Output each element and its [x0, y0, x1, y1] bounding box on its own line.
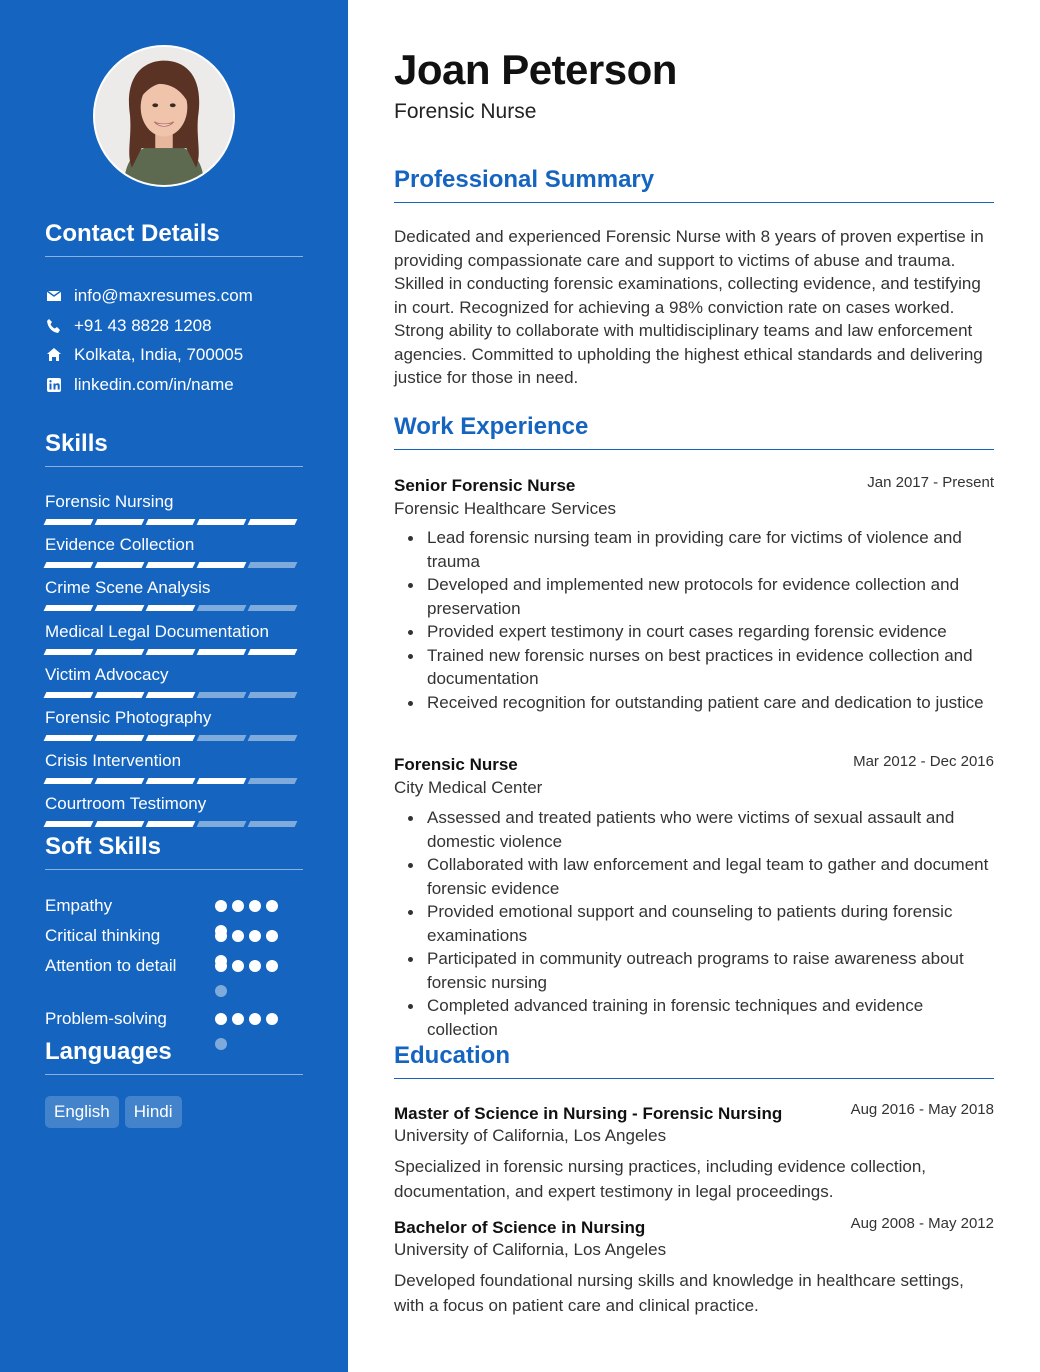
skill-item	[45, 750, 303, 784]
job-dates: Mar 2012 - Dec 2016	[853, 753, 994, 770]
skill-level-segment	[248, 692, 298, 698]
skill-level-segment	[146, 735, 196, 741]
skill-level-segment	[95, 692, 145, 698]
skill-level-segment	[44, 562, 94, 568]
contact-email-text[interactable]: info@maxresumes.com	[74, 286, 253, 305]
job-bullet: Completed advanced training in forensic techniques and evidence collection	[394, 994, 994, 1041]
skill-level-bar	[45, 649, 303, 655]
language-tag: Hindi	[125, 1096, 182, 1128]
skill-level-segment	[146, 778, 196, 784]
skill-level-segment	[146, 605, 196, 611]
contact-phone[interactable]	[45, 314, 212, 338]
degree-dates: Aug 2008 - May 2012	[850, 1215, 994, 1232]
soft-skill-rating	[215, 960, 291, 1010]
candidate-role: Forensic Nurse	[394, 100, 537, 123]
job-bullet: Provided emotional support and counseling to patients during forensic examinations	[394, 900, 994, 947]
rating-dot	[215, 960, 227, 972]
envelope-icon	[45, 287, 63, 305]
education-heading: Education	[394, 1042, 994, 1079]
skills-heading: Skills	[45, 430, 303, 467]
rating-dot	[232, 1013, 244, 1025]
soft-skill-name: Empathy	[45, 896, 113, 915]
skill-item	[45, 664, 303, 698]
skill-name: Medical Legal Documentation	[45, 621, 269, 641]
skill-level-segment	[248, 735, 298, 741]
phone-icon	[45, 317, 63, 335]
linkedin-icon	[45, 376, 63, 394]
skill-item	[45, 793, 303, 827]
skill-level-bar	[45, 821, 303, 827]
soft-skill-name: Attention to detail	[45, 956, 177, 975]
skill-level-segment	[197, 519, 247, 525]
home-icon	[45, 346, 63, 364]
skill-name: Forensic Nursing	[45, 492, 174, 511]
degree-description: Specialized in forensic nursing practices, including evidence collection, documentation, and expert testimony in legal proceedings.	[394, 1157, 927, 1201]
rating-dot	[249, 930, 261, 942]
skill-level-segment	[248, 649, 298, 655]
skill-level-bar	[45, 778, 303, 784]
skill-level-bar	[45, 605, 303, 611]
skill-level-segment	[95, 778, 145, 784]
soft-skill-name: Problem-solving	[45, 1009, 167, 1028]
skill-level-segment	[95, 649, 145, 655]
school-name: University of California, Los Angeles	[394, 1126, 667, 1145]
job-bullet: Participated in community outreach programs to raise awareness about forensic nursing	[394, 947, 994, 994]
rating-dot	[215, 930, 227, 942]
rating-dot	[266, 930, 278, 942]
contact-linkedin-text[interactable]: linkedin.com/in/name	[74, 375, 234, 394]
job-bullet: Developed and implemented new protocols for evidence collection and preservation	[394, 573, 994, 620]
skill-name: Courtroom Testimony	[45, 794, 207, 814]
soft-skill-name: Critical thinking	[45, 926, 161, 945]
skill-level-segment	[146, 562, 196, 568]
skill-name: Crime Scene Analysis	[45, 578, 211, 598]
language-tag: English	[45, 1096, 119, 1128]
skill-item	[45, 577, 303, 611]
skill-level-segment	[248, 605, 298, 611]
skill-level-segment	[146, 692, 196, 698]
job-bullet: Lead forensic nursing team in providing care for victims of violence and trauma	[394, 526, 994, 573]
contact-heading: Contact Details	[45, 220, 303, 257]
job-bullet: Assessed and treated patients who were victims of sexual assault and domestic violence	[394, 806, 994, 853]
skill-level-segment	[44, 778, 94, 784]
summary-text: Dedicated and experienced Forensic Nurse with 8 years of proven expertise in providing compassionate care and support to victims of abuse and trauma. Skilled in conducting forensic examinations, collecting evidence, and testifying in court. Recognized for achieving a 98% conviction rate on cases worked. Strong ability to collaborate with multidisciplinary teams and law enforcement agencies. Committed to upholding the highest ethical standards and delivering justice for those in need.	[394, 227, 984, 387]
skill-level-segment	[197, 735, 247, 741]
degree-description: Developed foundational nursing skills and knowledge in healthcare settings, with a focus on patient care and clinical practice.	[394, 1271, 964, 1315]
skill-level-segment	[197, 778, 247, 784]
profile-photo	[93, 45, 235, 187]
rating-dot	[249, 1013, 261, 1025]
rating-dot	[215, 900, 227, 912]
job-bullet: Received recognition for outstanding patient care and dedication to justice	[394, 691, 994, 715]
rating-dot	[249, 900, 261, 912]
skill-name: Evidence Collection	[45, 535, 195, 555]
languages-heading: Languages	[45, 1038, 303, 1075]
skill-level-segment	[95, 562, 145, 568]
skill-item	[45, 621, 303, 655]
skill-level-segment	[95, 735, 145, 741]
degree-title: Bachelor of Science in Nursing	[394, 1218, 646, 1237]
skill-name: Forensic Photography	[45, 708, 212, 727]
job-bullet: Provided expert testimony in court cases regarding forensic evidence	[394, 620, 994, 644]
skill-level-segment	[95, 821, 145, 827]
contact-location	[45, 343, 243, 367]
contact-email[interactable]	[45, 284, 253, 308]
skill-level-segment	[44, 692, 94, 698]
contact-linkedin[interactable]	[45, 373, 234, 397]
rating-dot	[215, 985, 227, 997]
skill-level-segment	[44, 821, 94, 827]
skill-name: Crisis Intervention	[45, 751, 182, 771]
rating-dot	[215, 1013, 227, 1025]
skill-level-segment	[197, 692, 247, 698]
rating-dot	[232, 960, 244, 972]
job-org: City Medical Center	[394, 778, 543, 797]
skill-level-bar	[45, 692, 303, 698]
candidate-name: Joan Peterson	[394, 46, 677, 93]
sidebar	[0, 0, 348, 1372]
skill-item	[45, 534, 303, 568]
degree-dates: Aug 2016 - May 2018	[850, 1101, 994, 1118]
skill-level-segment	[44, 735, 94, 741]
job-title: Senior Forensic Nurse	[394, 476, 576, 495]
experience-heading: Work Experience	[394, 413, 994, 450]
school-name: University of California, Los Angeles	[394, 1240, 667, 1259]
degree-title: Master of Science in Nursing - Forensic Nursing	[394, 1104, 783, 1123]
skill-item	[45, 707, 303, 741]
skill-level-segment	[197, 605, 247, 611]
soft-skills-heading: Soft Skills	[45, 833, 303, 870]
rating-dot	[249, 960, 261, 972]
job-bullet: Trained new forensic nurses on best practices in evidence collection and documentation	[394, 644, 994, 691]
portrait-image	[95, 47, 233, 185]
rating-dot	[266, 960, 278, 972]
job-bullets	[394, 526, 994, 714]
skill-level-segment	[44, 605, 94, 611]
summary-heading: Professional Summary	[394, 166, 994, 203]
contact-phone-text[interactable]: +91 43 8828 1208	[74, 316, 212, 335]
skill-level-bar	[45, 562, 303, 568]
skill-level-segment	[197, 649, 247, 655]
skill-name: Victim Advocacy	[45, 664, 169, 684]
job-bullets	[394, 806, 994, 1041]
skill-level-segment	[248, 778, 298, 784]
skill-level-segment	[44, 649, 94, 655]
skill-level-segment	[248, 562, 298, 568]
skill-level-segment	[197, 562, 247, 568]
rating-dot	[266, 1013, 278, 1025]
job-bullet: Collaborated with law enforcement and legal team to gather and document forensic evidence	[394, 853, 994, 900]
rating-dot	[232, 900, 244, 912]
job-org: Forensic Healthcare Services	[394, 499, 617, 518]
job-title: Forensic Nurse	[394, 755, 518, 774]
skill-level-segment	[44, 519, 94, 525]
job-dates: Jan 2017 - Present	[867, 474, 994, 491]
skill-level-segment	[248, 519, 298, 525]
skill-item	[45, 491, 303, 525]
skill-level-segment	[197, 821, 247, 827]
skill-level-bar	[45, 519, 303, 525]
skill-level-segment	[146, 649, 196, 655]
skill-level-segment	[95, 519, 145, 525]
skill-level-bar	[45, 735, 303, 741]
rating-dot	[266, 900, 278, 912]
skill-level-segment	[248, 821, 298, 827]
skill-level-segment	[146, 821, 196, 827]
skill-level-segment	[146, 519, 196, 525]
contact-location-text: Kolkata, India, 700005	[74, 345, 244, 364]
rating-dot	[232, 930, 244, 942]
languages-list	[45, 1096, 188, 1128]
skill-level-segment	[95, 605, 145, 611]
